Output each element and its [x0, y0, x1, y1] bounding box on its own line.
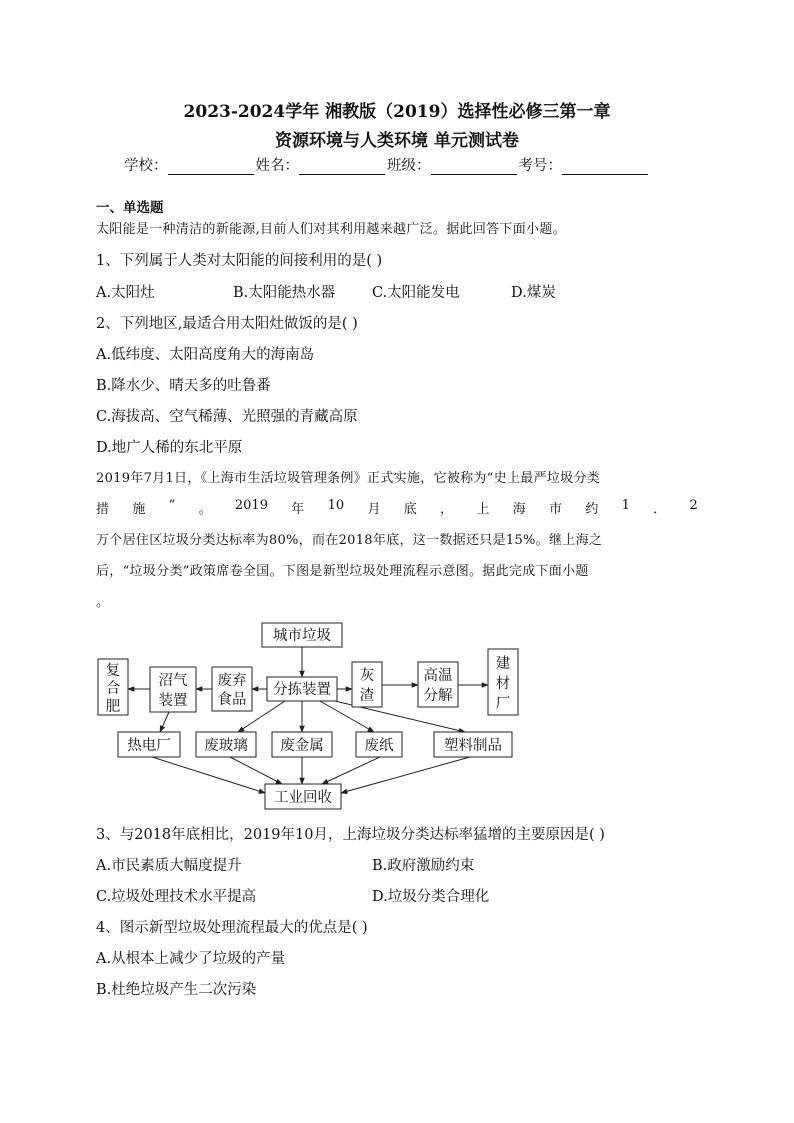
label-sorting-device: 分拣装置 — [273, 682, 331, 698]
q1-option-a[interactable]: A.太阳灶 — [96, 285, 155, 301]
passage2-token: ” — [168, 498, 176, 513]
label-ash: 渣 — [359, 688, 375, 704]
arrow-biogas-to-power — [160, 712, 169, 732]
passage2-token: 上 — [476, 502, 490, 517]
q3-option-b[interactable]: B.政府激励约束 — [372, 858, 475, 874]
label-compound-fertilizer: 合 — [105, 681, 121, 697]
label-waste-paper: 废纸 — [364, 738, 394, 754]
label-building-plant: 建 — [495, 656, 511, 672]
label-waste-glass: 废玻璃 — [204, 738, 248, 754]
arrow-glass-to-recycle — [230, 757, 282, 784]
passage2-line4: 后，“垃圾分类”政策席卷全国。下图是新型垃圾处理流程示意图。据此完成下面小题 — [96, 564, 589, 579]
school-label: 学校： — [124, 158, 168, 174]
passage2-line1: 2019年7月1日，《上海市生活垃圾管理条例》正式实施，它被称为“史上最严垃圾分类 — [96, 471, 601, 486]
q2-stem: 2、下列地区,最适合用太阳灶做饭的是( ) — [96, 316, 358, 332]
q2-option-d[interactable]: D.地广人稀的东北平原 — [96, 440, 243, 456]
label-kitchen-waste: 废弃 — [217, 673, 247, 689]
name-label: 姓名： — [255, 158, 299, 174]
q3-option-d[interactable]: D.垃圾分类合理化 — [372, 889, 490, 905]
label-power-plant: 热电厂 — [127, 738, 171, 754]
q4-option-b[interactable]: B.杜绝垃圾产生二次污染 — [96, 982, 257, 998]
label-pyrolysis: 分解 — [423, 688, 453, 704]
q4-stem: 4、图示新型垃圾处理流程最大的优点是( ) — [96, 920, 368, 936]
label-ash: 灰 — [359, 668, 375, 684]
passage2-token: 2 — [689, 498, 698, 513]
label-building-plant: 材 — [495, 676, 511, 692]
label-kitchen-waste: 食品 — [217, 692, 247, 708]
label-waste-metal: 废金属 — [280, 738, 324, 754]
q2-option-a[interactable]: A.低纬度、太阳高度角大的海南岛 — [96, 347, 315, 363]
arrow-paper-to-recycle — [322, 757, 380, 784]
exam-no-label: 考号： — [518, 158, 562, 174]
label-pyrolysis: 高温 — [423, 668, 453, 684]
exam-title-line1: 2023-2024学年 湘教版（2019）选择性必修三第一章 — [183, 102, 611, 122]
label-city-waste: 城市垃圾 — [273, 628, 331, 644]
q1-option-b[interactable]: B.太阳能热水器 — [233, 285, 336, 301]
class-label: 班级： — [387, 158, 431, 174]
q1-option-c[interactable]: C.太阳能发电 — [372, 285, 460, 301]
section-heading: 一、单选题 — [96, 200, 164, 216]
label-biogas-device: 装置 — [158, 693, 188, 709]
label-compound-fertilizer: 肥 — [105, 699, 121, 715]
passage2-token: 月 — [367, 502, 381, 517]
label-industrial-recycling: 工业回收 — [274, 790, 332, 806]
passage2-token: 海 — [512, 502, 526, 517]
passage1-intro: 太阳能是一种清洁的新能源,目前人们对其利用越来越广泛。据此回答下面小题。 — [96, 222, 566, 237]
passage2-token: 10 — [327, 498, 345, 513]
passage2-token: 年 — [291, 502, 305, 517]
q2-option-c[interactable]: C.海拔高、空气稀薄、光照强的青藏高原 — [96, 409, 358, 425]
q1-option-d[interactable]: D.煤炭 — [511, 285, 556, 301]
q1-stem: 1、下列属于人类对太阳能的间接利用的是( ) — [96, 253, 383, 269]
label-building-plant: 厂 — [495, 696, 511, 712]
passage2-token: ． — [653, 502, 667, 517]
passage2-token: 1 — [621, 498, 630, 513]
arrow-plastic-to-recycle — [341, 757, 470, 793]
q3-option-a[interactable]: A.市民素质大幅度提升 — [96, 858, 242, 874]
arrow-power-to-recycle — [152, 757, 265, 793]
label-compound-fertilizer: 复 — [105, 663, 121, 679]
passage2-token: 市 — [549, 502, 563, 517]
passage2-token: 2019 — [234, 498, 268, 513]
q3-option-c[interactable]: C.垃圾处理技术水平提高 — [96, 889, 257, 905]
passage2-token: 措 — [96, 502, 110, 517]
label-plastic-products: 塑料制品 — [444, 738, 502, 754]
q4-option-a[interactable]: A.从根本上减少了垃圾的产量 — [96, 951, 286, 967]
passage2-line3: 万个居住区垃圾分类达标率为80%，而在2018年底，这一数据还只是15%。继上海之 — [96, 533, 603, 548]
passage2-token: 约 — [585, 502, 599, 517]
q3-stem: 3、与2018年底相比，2019年10月，上海垃圾分类达标率猛增的主要原因是( ) — [96, 827, 605, 843]
passage2-line5: 。 — [96, 595, 110, 610]
exam-title-line2: 资源环境与人类环境 单元测试卷 — [275, 131, 519, 151]
passage2-token: ， — [440, 502, 454, 517]
passage2-token: 施 — [132, 502, 146, 517]
label-biogas-device: 沼气 — [158, 673, 188, 689]
q2-option-b[interactable]: B.降水少、晴天多的吐鲁番 — [96, 378, 271, 394]
passage2-token: 。 — [198, 502, 212, 517]
passage2-token: 底 — [403, 502, 417, 517]
